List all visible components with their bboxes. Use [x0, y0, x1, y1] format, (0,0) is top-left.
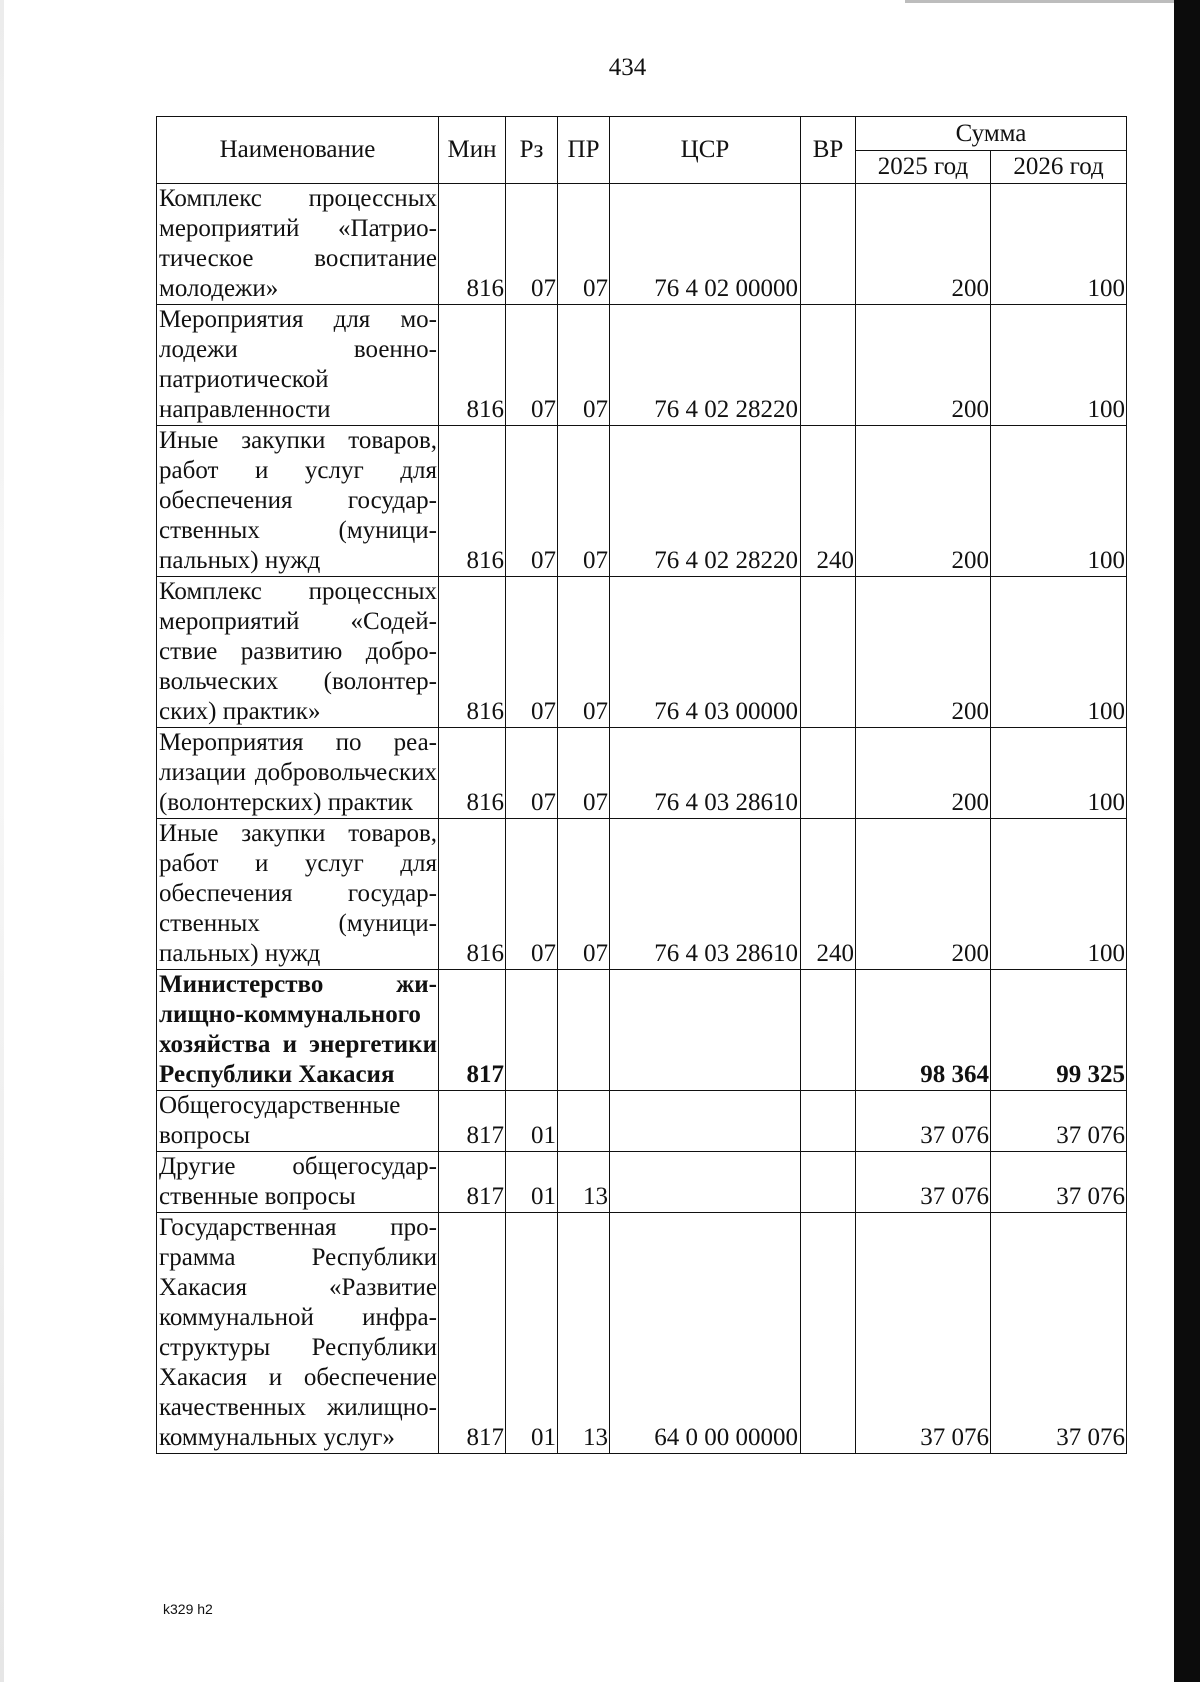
cell-2026: 100 — [991, 728, 1127, 819]
cell-name: Иные закупки товаров, работ и услуг для обеспечения государственных (муниципальных) нужд — [157, 819, 439, 970]
cell-vr — [801, 1213, 856, 1454]
cell-pr: 07 — [558, 728, 610, 819]
cell-vr — [801, 184, 856, 305]
cell-name: Комплекс процессных мероприятий «Содействие развитию добровольческих (волонтерских) практик» — [157, 577, 439, 728]
cell-rz: 01 — [506, 1213, 558, 1454]
cell-min: 816 — [439, 426, 506, 577]
cell-rz: 07 — [506, 426, 558, 577]
cell-2026: 100 — [991, 819, 1127, 970]
cell-min: 816 — [439, 305, 506, 426]
cell-2025: 200 — [856, 305, 991, 426]
table-row — [157, 1091, 1127, 1152]
table-row — [157, 728, 1127, 819]
cell-rz: 07 — [506, 728, 558, 819]
cell-csr: 76 4 02 28220 — [610, 305, 801, 426]
cell-pr: 07 — [558, 577, 610, 728]
cell-2026: 100 — [991, 305, 1127, 426]
header-2025: 2025 год — [856, 151, 991, 184]
cell-2025: 200 — [856, 577, 991, 728]
cell-name: Иные закупки товаров, работ и услуг для обеспечения государственных (муниципальных) нужд — [157, 426, 439, 577]
cell-2026: 37 076 — [991, 1152, 1127, 1213]
cell-name: Министерство жилищно-коммунального хозяйства и энергетики Республики Хакасия — [157, 970, 439, 1091]
cell-2025: 98 364 — [856, 970, 991, 1091]
cell-vr: 240 — [801, 426, 856, 577]
cell-csr — [610, 970, 801, 1091]
cell-2025: 37 076 — [856, 1152, 991, 1213]
cell-vr — [801, 577, 856, 728]
cell-pr: 07 — [558, 305, 610, 426]
header-vr: ВР — [801, 117, 856, 184]
header-sum: Сумма — [856, 117, 1127, 151]
cell-2025: 200 — [856, 184, 991, 305]
cell-2026: 99 325 — [991, 970, 1127, 1091]
cell-vr — [801, 1091, 856, 1152]
table-row — [157, 1152, 1127, 1213]
header-csr: ЦСР — [610, 117, 801, 184]
cell-csr: 76 4 03 28610 — [610, 819, 801, 970]
header-pr: ПР — [558, 117, 610, 184]
cell-rz: 07 — [506, 184, 558, 305]
cell-2025: 200 — [856, 426, 991, 577]
cell-vr — [801, 728, 856, 819]
cell-min: 817 — [439, 1091, 506, 1152]
cell-2025: 37 076 — [856, 1091, 991, 1152]
cell-name: Общегосударственные вопросы — [157, 1091, 439, 1152]
cell-name: Мероприятия для молодежи военно-патриотической направленности — [157, 305, 439, 426]
cell-csr — [610, 1152, 801, 1213]
page-number: 434 — [608, 54, 647, 81]
header-2026: 2026 год — [991, 151, 1127, 184]
cell-rz: 01 — [506, 1152, 558, 1213]
cell-pr: 07 — [558, 819, 610, 970]
cell-2025: 200 — [856, 728, 991, 819]
cell-pr: 13 — [558, 1213, 610, 1454]
cell-2026: 37 076 — [991, 1091, 1127, 1152]
cell-2026: 100 — [991, 577, 1127, 728]
cell-2026: 100 — [991, 184, 1127, 305]
table-row — [157, 184, 1127, 305]
table-body — [157, 184, 1127, 1454]
cell-min: 816 — [439, 728, 506, 819]
table-row — [157, 1213, 1127, 1454]
cell-2025: 200 — [856, 819, 991, 970]
cell-vr — [801, 305, 856, 426]
cell-vr — [801, 1152, 856, 1213]
cell-min: 816 — [439, 819, 506, 970]
cell-rz: 07 — [506, 577, 558, 728]
scan-edge-left — [0, 0, 4, 1682]
cell-vr: 240 — [801, 819, 856, 970]
cell-rz: 01 — [506, 1091, 558, 1152]
header-name: Наименование — [157, 117, 439, 184]
cell-pr: 07 — [558, 426, 610, 577]
cell-csr: 76 4 03 00000 — [610, 577, 801, 728]
cell-min: 816 — [439, 577, 506, 728]
cell-2025: 37 076 — [856, 1213, 991, 1454]
cell-pr — [558, 970, 610, 1091]
cell-name: Комплекс процессных мероприятий «Патриотическое воспитание молодежи» — [157, 184, 439, 305]
cell-name: Другие общегосударственные вопросы — [157, 1152, 439, 1213]
budget-table — [156, 116, 1127, 1454]
cell-min: 817 — [439, 970, 506, 1091]
table-row — [157, 577, 1127, 728]
footer-code: k329 h2 — [163, 1601, 213, 1617]
table-row — [157, 970, 1127, 1091]
cell-csr: 76 4 03 28610 — [610, 728, 801, 819]
table-row — [157, 305, 1127, 426]
cell-rz: 07 — [506, 819, 558, 970]
cell-pr — [558, 1091, 610, 1152]
cell-csr — [610, 1091, 801, 1152]
cell-rz — [506, 970, 558, 1091]
cell-min: 817 — [439, 1152, 506, 1213]
cell-min: 817 — [439, 1213, 506, 1454]
scan-edge-right — [1174, 0, 1200, 1682]
header-min: Мин — [439, 117, 506, 184]
cell-csr: 64 0 00 00000 — [610, 1213, 801, 1454]
header-rz: Рз — [506, 117, 558, 184]
cell-pr: 07 — [558, 184, 610, 305]
cell-pr: 13 — [558, 1152, 610, 1213]
cell-name: Мероприятия по реализации добровольческих (волонтерских) практик — [157, 728, 439, 819]
table-row — [157, 819, 1127, 970]
cell-2026: 37 076 — [991, 1213, 1127, 1454]
scan-edge-top — [905, 0, 1175, 3]
cell-csr: 76 4 02 28220 — [610, 426, 801, 577]
cell-name: Государственная программа Республики Хакасия «Развитие коммунальной инфраструктуры Республики Хакасия и обеспечение качественных жилищно-коммунальных услуг» — [157, 1213, 439, 1454]
table-row — [157, 426, 1127, 577]
cell-vr — [801, 970, 856, 1091]
cell-2026: 100 — [991, 426, 1127, 577]
cell-csr: 76 4 02 00000 — [610, 184, 801, 305]
cell-rz: 07 — [506, 305, 558, 426]
cell-min: 816 — [439, 184, 506, 305]
